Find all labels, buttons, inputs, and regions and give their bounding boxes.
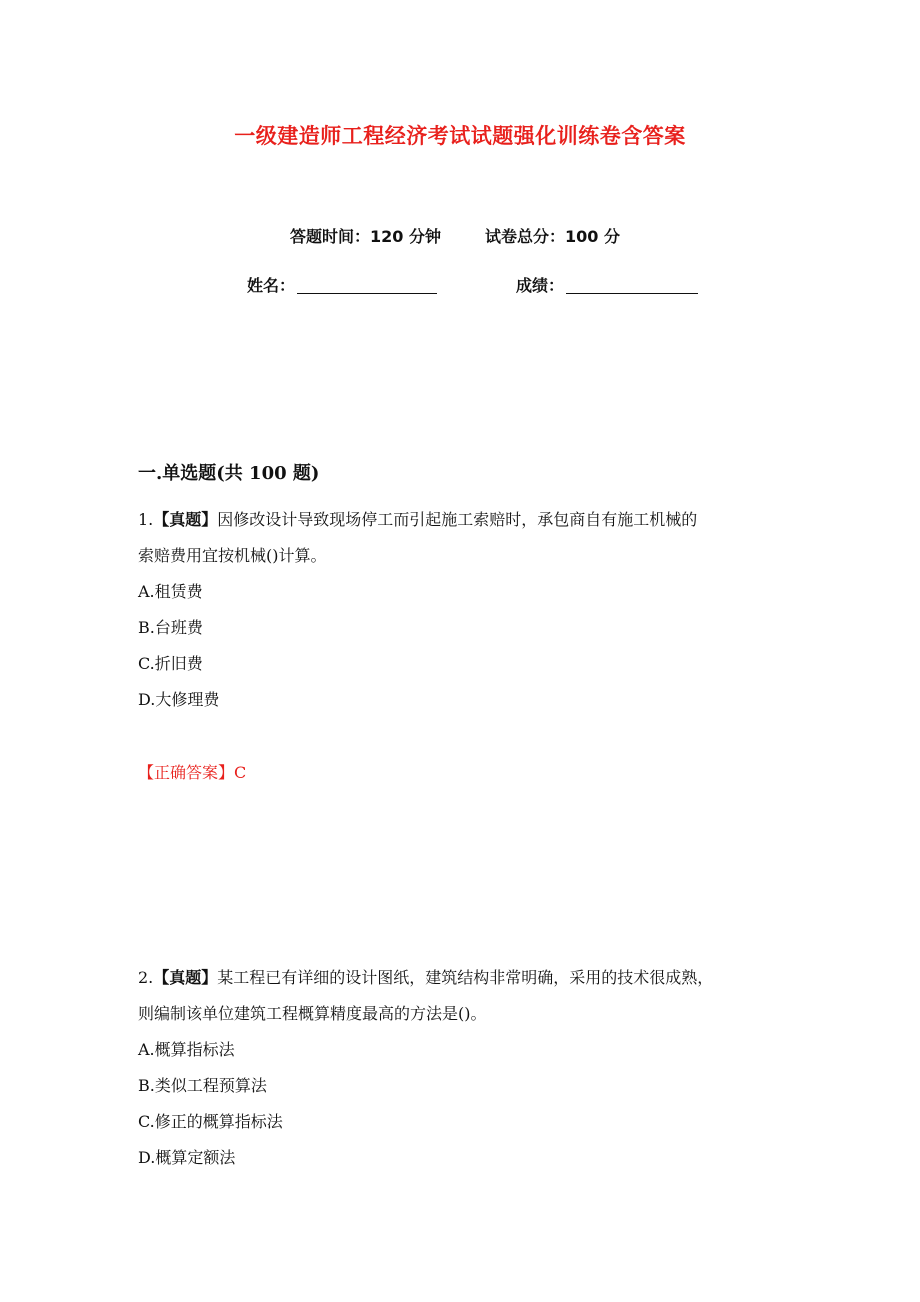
question-2-option-c: C.修正的概算指标法 [138, 1112, 283, 1131]
name-field [247, 273, 437, 296]
question-1-option-d: D.大修理费 [138, 690, 220, 709]
question-1-option-c: C.折旧费 [138, 654, 203, 673]
page-title: 一级建造师工程经济考试试题强化训练卷含答案 [234, 124, 686, 148]
exam-time: 答题时间：120 分钟 [290, 227, 441, 246]
question-1-answer: 【正确答案】C [138, 763, 247, 782]
exam-total-score: 试卷总分：100 分 [485, 227, 620, 246]
grade-field [516, 273, 698, 296]
grade-label: 成绩： [516, 276, 565, 295]
question-2-option-a: A.概算指标法 [138, 1040, 235, 1059]
question-2-option-d: D.概算定额法 [138, 1148, 236, 1167]
name-label: 姓名： [247, 276, 296, 295]
question-2-option-b: B.类似工程预算法 [138, 1076, 267, 1095]
question-2-tag: 【真题】 [153, 968, 218, 987]
question-1-number: 1. [138, 510, 154, 529]
section-heading: 一.单选题(共 100 题) [138, 463, 320, 484]
question-1-text-1: 因修改设计导致现场停工而引起施工索赔时，承包商自有施工机械的 [217, 510, 698, 529]
question-1-tag: 【真题】 [153, 510, 218, 529]
question-2-text-1: 某工程已有详细的设计图纸，建筑结构非常明确，采用的技术很成熟， [217, 968, 714, 987]
question-2-number: 2. [138, 968, 154, 987]
question-2-stem-line2: 则编制该单位建筑工程概算精度最高的方法是()。 [138, 1004, 487, 1023]
grade-blank [566, 277, 698, 294]
question-2-stem-line1 [138, 965, 713, 988]
name-blank [297, 277, 437, 294]
question-1-stem-line2: 索赔费用宜按机械()计算。 [138, 546, 327, 565]
question-1-option-a: A.租赁费 [138, 582, 203, 601]
question-1-option-b: B.台班费 [138, 618, 203, 637]
question-1-stem-line1 [138, 507, 697, 530]
